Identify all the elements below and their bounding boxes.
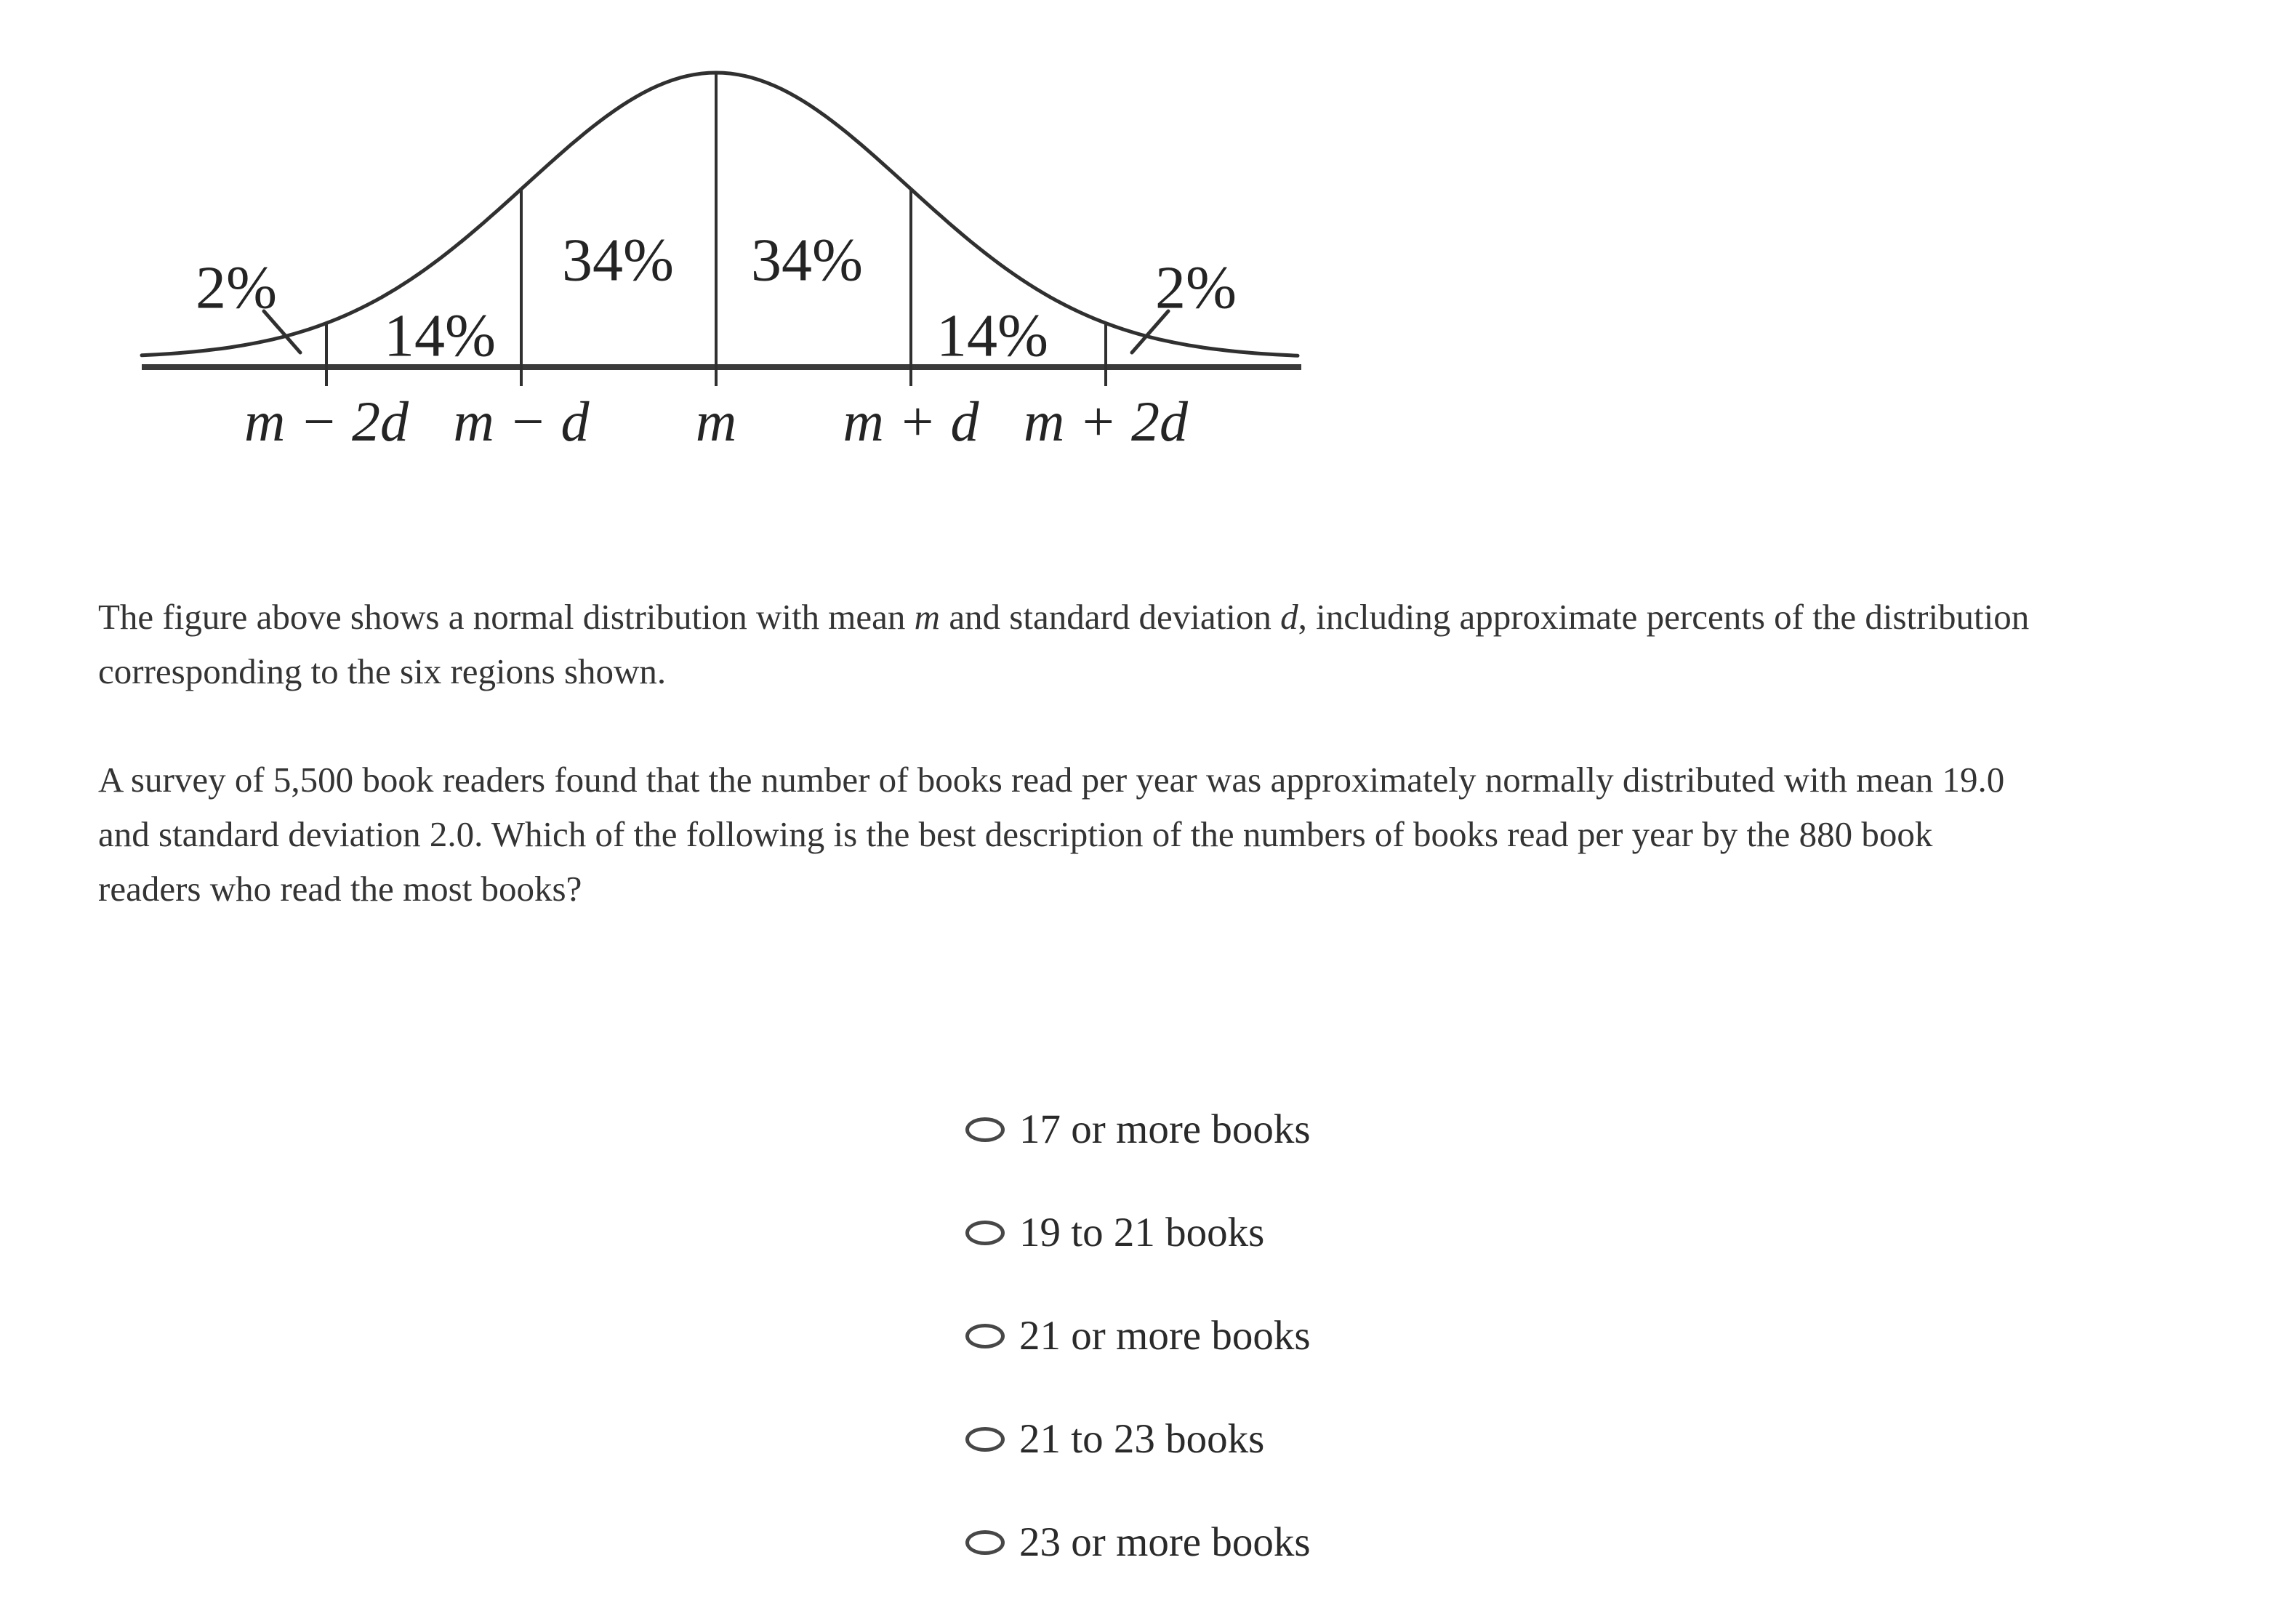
percent-label-34-right: 34% xyxy=(751,226,863,294)
option-row-1[interactable] xyxy=(965,1108,1311,1151)
radio-button-option-3[interactable] xyxy=(965,1324,1005,1348)
axis-label-m-minus-d: m − d xyxy=(453,390,590,453)
option-label-2[interactable]: 19 to 21 books xyxy=(1019,1210,1265,1255)
normal-distribution-figure xyxy=(109,15,1345,483)
axis-label-m-minus-2d: m − 2d xyxy=(244,390,409,453)
radio-button-option-2[interactable] xyxy=(965,1221,1005,1245)
axis-label-m-plus-d: m + d xyxy=(843,390,979,453)
percent-label-2-right: 2% xyxy=(1155,254,1237,322)
answer-options xyxy=(965,1108,1311,1624)
percent-label-2-left: 2% xyxy=(196,254,277,322)
option-label-1[interactable]: 17 or more books xyxy=(1019,1106,1311,1152)
option-row-5[interactable] xyxy=(965,1521,1311,1564)
figure-description-paragraph: The figure above shows a normal distribution with mean m and standard deviation d, including approximate percents of the distribution corresponding to the six regions shown. xyxy=(98,597,2030,691)
option-label-5[interactable]: 23 or more books xyxy=(1019,1519,1311,1565)
option-row-2[interactable] xyxy=(965,1211,1311,1255)
question-paragraph: A survey of 5,500 book readers found that the number of books read per year was approximately normally distributed with mean 19.0 and standard deviation 2.0. Which of the following is the best description of the numbers of books read per year by the 880 book readers who read the most books? xyxy=(98,760,2005,909)
option-label-3[interactable]: 21 or more books xyxy=(1019,1313,1311,1359)
bell-curve xyxy=(142,73,1298,355)
radio-button-option-5[interactable] xyxy=(965,1530,1005,1555)
option-row-4[interactable] xyxy=(965,1418,1311,1461)
option-label-4[interactable]: 21 to 23 books xyxy=(1019,1416,1265,1462)
option-row-3[interactable] xyxy=(965,1314,1311,1358)
axis-label-m: m xyxy=(695,390,737,453)
radio-button-option-1[interactable] xyxy=(965,1117,1005,1142)
percent-label-34-left: 34% xyxy=(562,226,674,294)
radio-button-option-4[interactable] xyxy=(965,1427,1005,1452)
axis-label-m-plus-2d: m + 2d xyxy=(1024,390,1188,453)
percent-label-14-right: 14% xyxy=(936,302,1048,370)
percent-label-14-left: 14% xyxy=(384,302,496,370)
